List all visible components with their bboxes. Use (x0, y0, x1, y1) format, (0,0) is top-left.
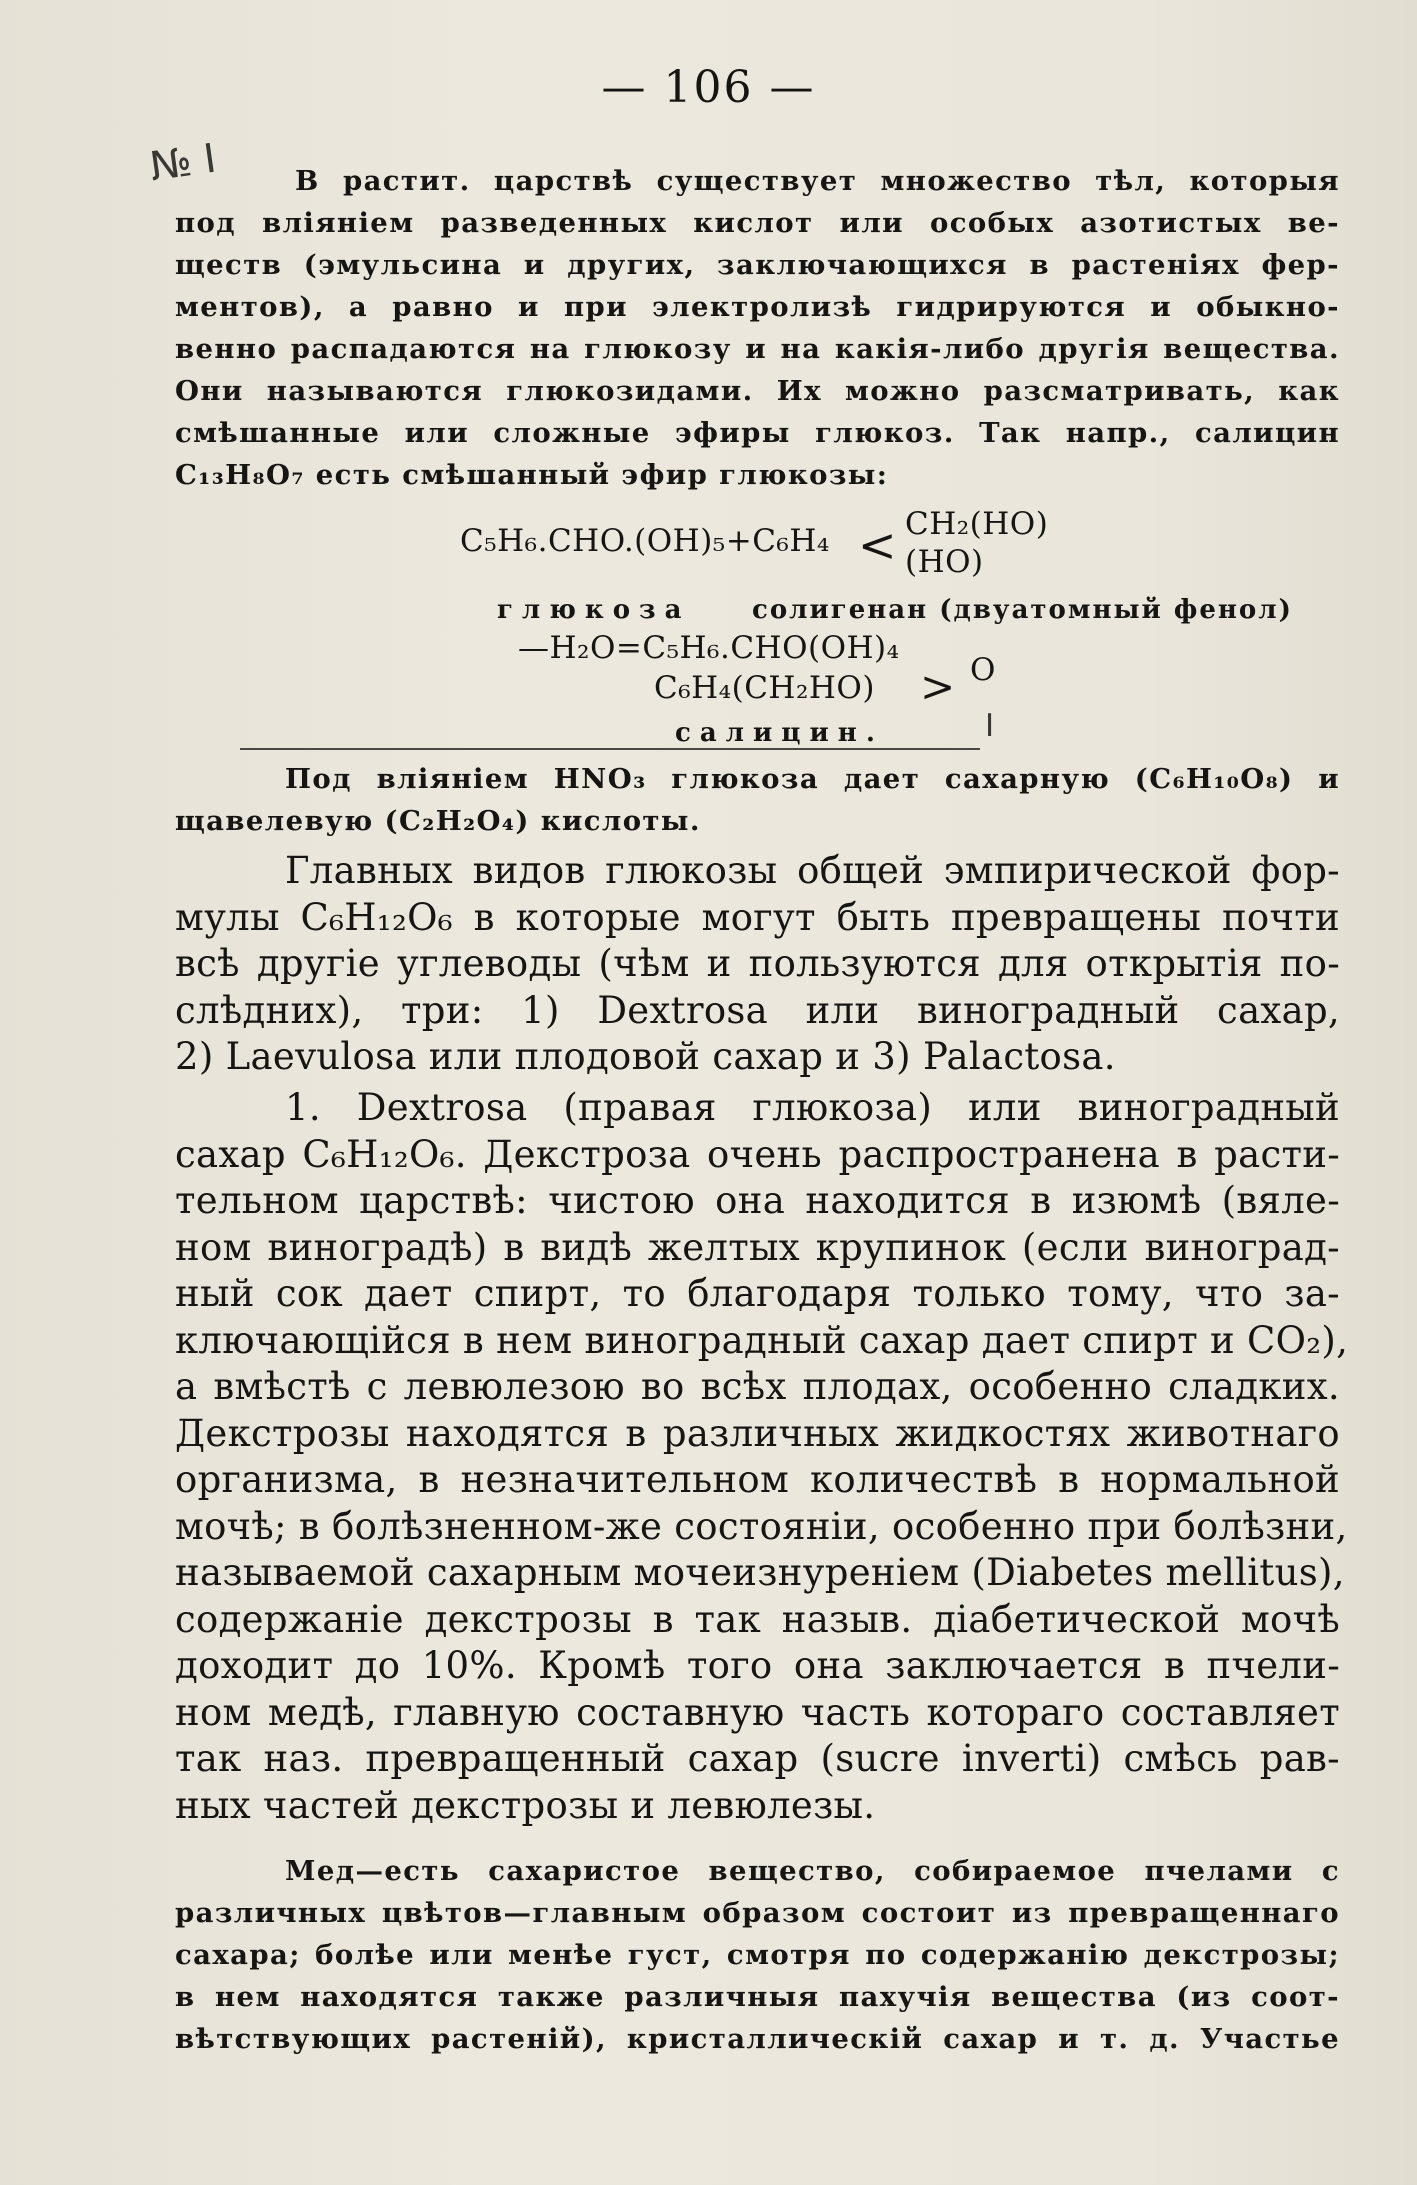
text-line: ном виноградѣ) в видѣ желтых крупинок (если виноград- (175, 1225, 1340, 1269)
text-line: Декстрозы находятся в различных жидкостях животнаго (175, 1411, 1340, 1455)
text-line: сахар C₆H₁₂O₆. Декстроза очень распространена в расти- (175, 1132, 1340, 1176)
text-line: мочѣ; в болѣзненном-же состояніи, особенно при болѣзни, (175, 1504, 1348, 1548)
formula-line-1: C₅H₆.CHO.(OH)₅+C₆H₄ (460, 523, 830, 559)
margin-note: № I (147, 135, 220, 191)
paragraph-hno3 (175, 758, 1340, 842)
text-line: доходит до 10%. Кромѣ того она заключается в пчели- (175, 1644, 1340, 1687)
text-line: смѣшанные или сложные эфиры глюкоз. Так напр., салицин (175, 417, 1340, 449)
formula-mark: I (985, 708, 995, 744)
formula-bracket: < (858, 518, 898, 572)
text-line: всѣ другіе углеводы (чѣм и пользуются для открытія по- (175, 942, 1340, 985)
text-line: щавелевую (C₂H₂O₄) кислоты. (175, 805, 701, 837)
formula-line-3: C₆H₄(CH₂HO) (654, 670, 875, 706)
text-line: организма, в незначительном количествѣ в нормальной (175, 1458, 1340, 1501)
formula-bracket-right: > (920, 662, 956, 711)
paragraph-glucose-kinds (175, 848, 1340, 1081)
formula-line-3-right: O (970, 652, 996, 688)
text-line: в нем находятся также различныя пахучія вещества (из соот- (175, 1981, 1340, 2013)
text-line: Мед—есть сахаристое вещество, собираемое пчелами с (285, 1855, 1340, 1887)
text-line: В растит. царствѣ существует множество тѣл, которыя (295, 165, 1340, 197)
text-line: ный сок дает спирт, то благодаря только тому, что за- (175, 1272, 1340, 1315)
text-line: содержаніе декстрозы в так назыв. діабетической мочѣ (175, 1597, 1340, 1641)
text-line: а вмѣстѣ с левюлезою во всѣх плодах, особенно сладких. (175, 1365, 1340, 1408)
paragraph-dextrosa (175, 1085, 1349, 1829)
text-line: C₁₃H₈O₇ есть смѣшанный эфир глюкозы: (175, 459, 889, 491)
text-line: ном медѣ, главную составную часть котораго составляет (175, 1690, 1340, 1734)
text-line: Главных видов глюкозы общей эмпирической фор- (285, 849, 1340, 892)
text-line: сахара; болѣе или менѣе густ, смотря по содержанію декстрозы; (175, 1939, 1340, 1971)
text-line: тельном царствѣ: чистою она находится в изюмѣ (вяле- (175, 1179, 1340, 1222)
text-line: различных цвѣтов—главным образом состоит из превращеннаго (175, 1897, 1340, 1929)
text-line: Они называются глюкозидами. Их можно разсматривать, как (175, 375, 1340, 407)
formula-line-1-top: CH₂(HO) (905, 506, 1049, 542)
caption-salicin: салицин. (675, 718, 884, 748)
text-line: ключающійся в нем виноградный сахар дает спирт и CO₂), (175, 1318, 1349, 1362)
text-line: называемой сахарным мочеизнуреніем (Diabetes mellitus), (175, 1551, 1345, 1594)
formula-line-2: —H₂O=C₅H₆.CHO(OH)₄ (518, 630, 900, 666)
text-line: так наз. превращенный сахар (sucre inverti) смѣсь рав- (175, 1737, 1340, 1780)
text-line: слѣдних), три: 1) Dextrosa или виноградный сахар, (175, 988, 1340, 1032)
text-line: 2) Laevulosa или плодовой сахар и 3) Palactosa. (175, 1035, 1116, 1078)
page-number: — 106 — (601, 62, 816, 113)
formula-line-1-bottom: (HO) (905, 544, 984, 580)
divider-line (240, 748, 980, 750)
text-line: ществ (эмульсина и других, заключающихся в растеніях фер- (175, 249, 1340, 281)
text-line: венно распадаются на глюкозу и на какія-либо другія вещества. (175, 333, 1340, 365)
paragraph-honey (175, 1850, 1340, 2060)
text-line: мулы C₆H₁₂O₆ в которые могут быть превращены почти (175, 895, 1340, 939)
text-line: Под вліяніем HNO₃ глюкоза дает сахарную (C₆H₁₀O₈) и (285, 763, 1340, 795)
text-line: под вліяніем разведенных кислот или особых азотистых ве- (175, 207, 1340, 239)
text-line: ментов), а равно и при электролизѣ гидрируются и обыкно- (175, 291, 1340, 323)
text-line: вѣтствующих растеній), кристаллическій сахар и т. д. Участье (175, 2023, 1340, 2055)
caption-saligenin: солигенан (двуатомный фенол) (752, 595, 1293, 625)
text-line: ных частей декстрозы и левюлезы. (175, 1783, 876, 1827)
caption-glucose: глюкоза (497, 595, 691, 625)
text-line: 1. Dextrosa (правая глюкоза) или виноградный (285, 1086, 1340, 1129)
paragraph-glucosides (175, 160, 1340, 496)
